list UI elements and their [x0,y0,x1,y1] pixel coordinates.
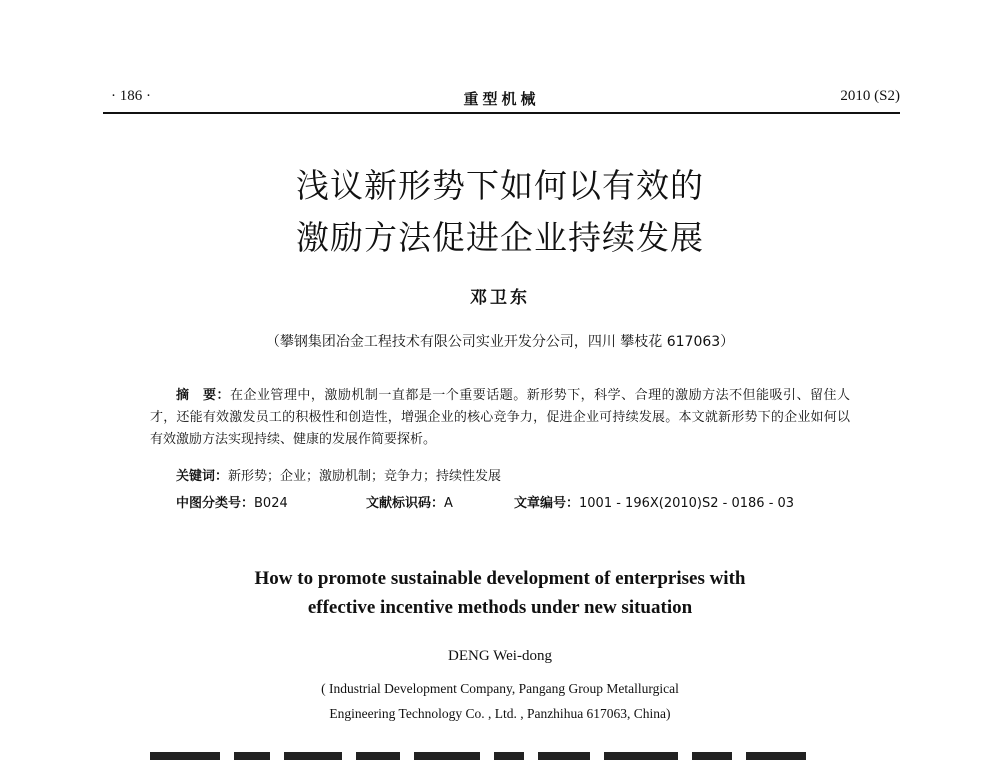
chinese-title [0,160,1000,264]
classification-line [176,493,856,515]
chinese-title-line-2: 激励方法促进企业持续发展 [296,218,704,257]
keywords-text: 新形势；企业；激励机制；竞争力；持续性发展 [228,469,502,484]
english-affiliation [0,676,1000,726]
issue-label: 2010 (S2) [840,88,900,104]
english-affiliation-line-1: ( Industrial Development Company, Pangang Group Metallurgical [321,681,679,696]
document-code-value: A [444,496,453,511]
header-divider [103,112,900,114]
english-title-line-1: How to promote sustainable development of enterprises with [254,568,746,589]
chinese-title-line-1: 浅议新形势下如何以有效的 [296,166,704,205]
article-id-value: 1001 - 196X(2010)S2 - 0186 - 03 [579,496,795,511]
english-affiliation-line-2: Engineering Technology Co. , Ltd. , Panzhihua 617063, China) [329,706,671,721]
page-number: · 186 · [111,88,151,104]
running-header [103,84,900,112]
clc-value: B024 [254,496,288,511]
english-title [0,564,1000,622]
chinese-affiliation: （攀钢集团冶金工程技术有限公司实业开发分公司，四川 攀枝花 617063） [265,334,735,350]
abstract-label: 摘 要： [176,388,230,403]
english-author: DENG Wei-dong [448,648,552,664]
chinese-abstract [150,385,850,451]
document-code-label: 文献标识码： [366,496,445,511]
abstract-text: 在企业管理中，激励机制一直都是一个重要话题。新形势下，科学、合理的激励方法不但能吸引、留住人才，还能有效激发员工的积极性和创造性，增强企业的核心竞争力，促进企业可持续发展。本文就新形势下的企业如何以有效激励方法实现持续、健康的发展作简要探析。 [150,388,850,447]
clc-number [176,493,288,515]
english-title-line-2: effective incentive methods under new situation [307,597,693,618]
document-code [366,493,453,515]
cropped-text-line [150,752,850,760]
keywords-label: 关键词： [176,469,229,484]
chinese-author: 邓卫东 [470,288,530,308]
journal-name: 重型机械 [463,90,540,108]
article-id [514,493,794,515]
article-id-label: 文章编号： [514,496,580,511]
chinese-keywords [176,466,856,488]
clc-label: 中图分类号： [176,496,255,511]
